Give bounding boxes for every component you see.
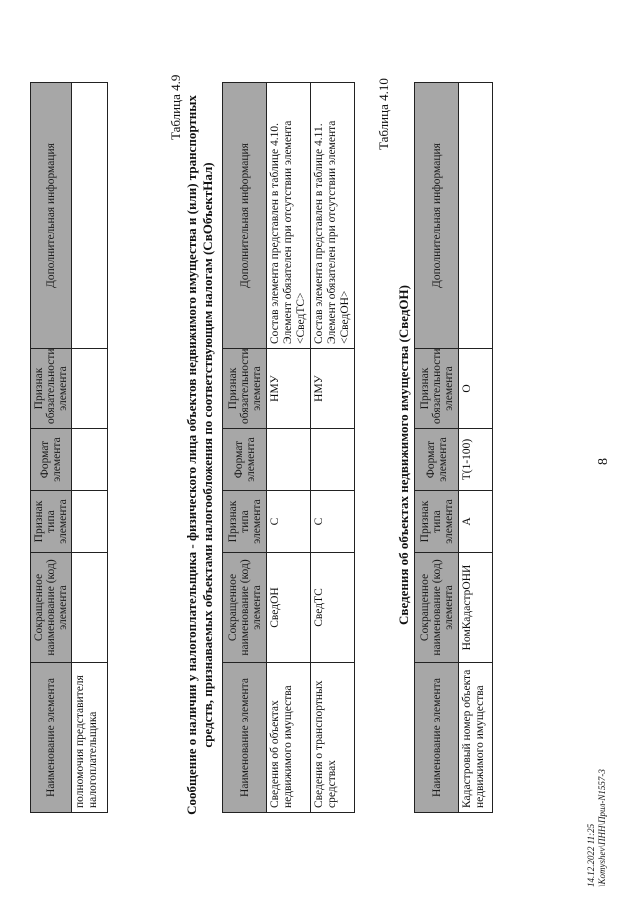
cell-name: Кадастровый номер объекта недвижимого имущества	[459, 663, 493, 813]
cell-type	[72, 491, 108, 553]
footer-timestamp: 14.12.2022 11:25	[586, 823, 596, 887]
header-type: Признак типа элемента	[31, 491, 72, 553]
cell-name: Сведения о транспортных средствах	[311, 663, 355, 813]
cell-code: СведТС	[311, 553, 355, 663]
header-name: Наименование элемента	[223, 663, 267, 813]
cell-format	[311, 429, 355, 491]
cell-required: НМУ	[311, 349, 355, 429]
header-format: Формат элемента	[31, 429, 72, 491]
cell-type: С	[267, 491, 311, 553]
table-row	[311, 83, 355, 813]
header-name: Наименование элемента	[31, 663, 72, 813]
cell-name: полномочия представителя налогоплательщика	[72, 663, 108, 813]
table-continuation	[30, 82, 108, 813]
header-code: Сокращенное наименование (код) элемента	[415, 553, 459, 663]
page-number: 8	[596, 458, 611, 465]
cell-required: О	[459, 349, 493, 429]
table-4-9-label: Таблица 4.9	[168, 74, 183, 140]
cell-required: НМУ	[267, 349, 311, 429]
header-code: Сокращенное наименование (код) элемента	[223, 553, 267, 663]
table-4-9-title: Сообщение о наличии у налогоплательщика - физического лица объектов недвижимого имущества и (или) транспортных средств, признаваемых объектами налогообложения по соответствующим налогам (СвОбъектНал)	[184, 95, 215, 815]
header-type: Признак типа элемента	[223, 491, 267, 553]
header-required: Признак обязательности элемента	[223, 349, 267, 429]
cell-format	[72, 429, 108, 491]
header-required: Признак обязательности элемента	[31, 349, 72, 429]
header-info: Дополнительная информация	[223, 83, 267, 349]
footer	[586, 769, 608, 887]
table-header-row	[223, 83, 267, 813]
table-header-row	[415, 83, 459, 813]
cell-code: НомКадастрОНИ	[459, 553, 493, 663]
cell-format: T(1-100)	[459, 429, 493, 491]
cell-format	[267, 429, 311, 491]
cell-info: Состав элемента представлен в таблице 4.10. Элемент обязателен при отсутствии элемента <СведТС>	[267, 83, 311, 349]
header-info: Дополнительная информация	[415, 83, 459, 349]
table-4-10	[414, 82, 493, 813]
table-row	[72, 83, 108, 813]
cell-code	[72, 553, 108, 663]
table-4-10-title: Сведения об объектах недвижимого имущества (СведОН)	[396, 285, 411, 625]
table-row	[459, 83, 493, 813]
footer-path: \Komyshev\ПНН\Прил-N1557-3	[597, 769, 607, 887]
cell-type: С	[311, 491, 355, 553]
cell-name: Сведения об объектах недвижимого имущества	[267, 663, 311, 813]
table-header-row	[31, 83, 72, 813]
cell-info: Состав элемента представлен в таблице 4.11. Элемент обязателен при отсутствии элемента <СведОН>	[311, 83, 355, 349]
table-4-9	[222, 82, 355, 813]
header-info: Дополнительная информация	[31, 83, 72, 349]
cell-required	[72, 349, 108, 429]
header-required: Признак обязательности элемента	[415, 349, 459, 429]
table-row	[267, 83, 311, 813]
header-format: Формат элемента	[223, 429, 267, 491]
header-type: Признак типа элемента	[415, 491, 459, 553]
header-name: Наименование элемента	[415, 663, 459, 813]
header-code: Сокращенное наименование (код) элемента	[31, 553, 72, 663]
cell-info	[459, 83, 493, 349]
cell-type: А	[459, 491, 493, 553]
header-format: Формат элемента	[415, 429, 459, 491]
cell-code: СведОН	[267, 553, 311, 663]
table-4-10-label: Таблица 4.10	[376, 78, 391, 150]
cell-info	[72, 83, 108, 349]
